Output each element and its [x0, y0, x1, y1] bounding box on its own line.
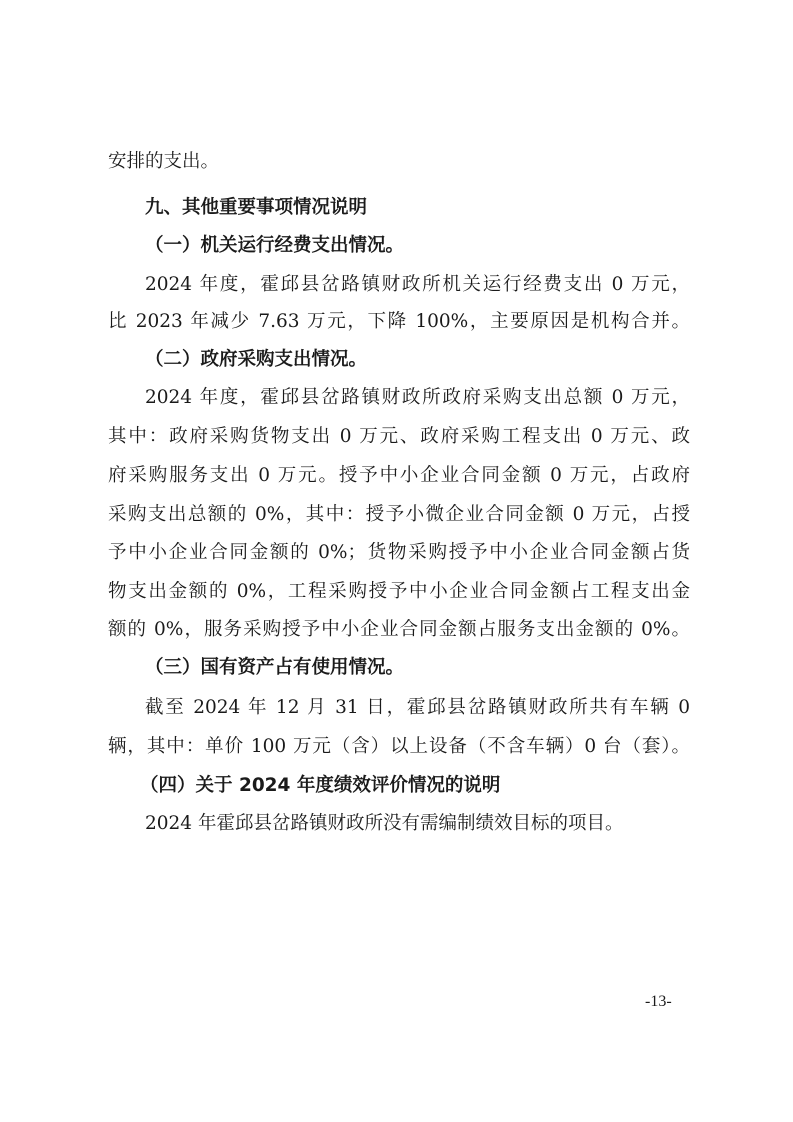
paragraph-line: 截至 2024 年 12 月 31 日，霍邱县岔路镇财政所共有车辆 0	[145, 697, 690, 718]
paragraph-line: 2024 年霍邱县岔路镇财政所没有需编制绩效目标的项目。	[145, 813, 624, 834]
paragraph-line: 2024 年度，霍邱县岔路镇财政所政府采购支出总额 0 万元，	[145, 387, 690, 408]
paragraph-line: 采购支出总额的 0%，其中：授予小微企业合同金额 0 万元，占授	[108, 504, 690, 525]
paragraph-line: 额的 0%，服务采购授予中小企业合同金额占服务支出金额的 0%。	[108, 619, 690, 640]
subsection-heading: （二）政府采购支出情况。	[145, 349, 368, 370]
paragraph-line: 予中小企业合同金额的 0%；货物采购授予中小企业合同金额占货	[108, 542, 690, 563]
section-heading: 九、其他重要事项情况说明	[145, 197, 368, 218]
paragraph-line: 安排的支出。	[108, 151, 220, 172]
subsection-heading: （三）国有资产占有使用情况。	[145, 657, 405, 678]
paragraph-line: 辆，其中：单价 100 万元（含）以上设备（不含车辆）0 台（套）。	[108, 736, 690, 757]
paragraph-line: 其中：政府采购货物支出 0 万元、政府采购工程支出 0 万元、政	[108, 426, 690, 447]
page-number: -13-	[645, 993, 672, 1010]
paragraph-line: 比 2023 年减少 7.63 万元，下降 100%，主要原因是机构合并。	[108, 311, 690, 332]
subsection-heading: （四）关于 2024 年度绩效评价情况的说明	[140, 775, 501, 796]
subsection-heading: （一）机关运行经费支出情况。	[145, 235, 405, 256]
paragraph-line: 府采购服务支出 0 万元。授予中小企业合同金额 0 万元，占政府	[108, 465, 690, 486]
paragraph-line: 物支出金额的 0%，工程采购授予中小企业合同金额占工程支出金	[108, 581, 690, 602]
paragraph-line: 2024 年度，霍邱县岔路镇财政所机关运行经费支出 0 万元，	[145, 274, 690, 295]
